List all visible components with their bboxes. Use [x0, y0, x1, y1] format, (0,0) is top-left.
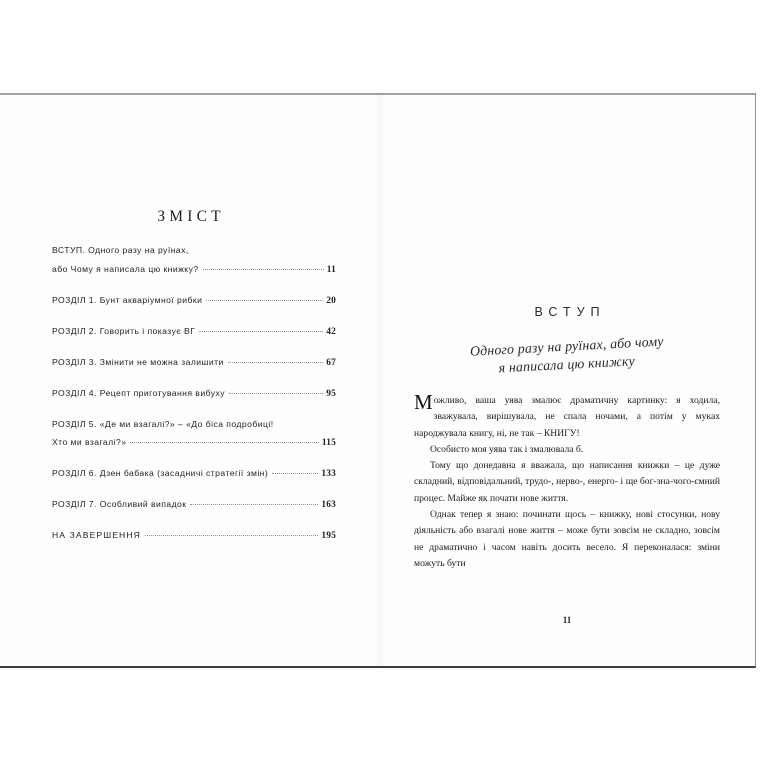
toc-page-number: 95 — [326, 388, 336, 399]
toc-dot-leader — [229, 392, 323, 394]
toc-entry[interactable] — [52, 464, 336, 484]
paragraph: Особисто моя уява так і змалювала б. — [430, 443, 584, 455]
toc-dot-leader — [206, 299, 323, 301]
folio-page-number: 11 — [562, 615, 572, 625]
toc-dot-leader — [130, 441, 318, 443]
right-page-introduction — [378, 95, 756, 666]
toc-entry-label: РОЗДІЛ 2. Говорить і показує ВГ — [52, 325, 196, 336]
toc-page-number: 67 — [326, 357, 336, 368]
toc-dot-leader — [199, 330, 323, 332]
handwritten-script-icon — [437, 333, 697, 377]
book-spread — [0, 93, 756, 668]
left-page-contents — [0, 95, 378, 666]
toc-dot-leader — [145, 534, 318, 536]
toc-page-number: 115 — [321, 438, 336, 448]
table-of-contents — [52, 241, 336, 546]
toc-entry[interactable] — [52, 241, 336, 279]
chapter-script-title — [404, 333, 730, 377]
paragraph-text: ожливо, ваша уява змалює драматичну картинку: я ходила, зважувала, вирішувала, не спала ночами, а потім у муках народжувала книгу, ні, не так – КНИГУ! — [414, 395, 720, 439]
toc-entry-label: РОЗДІЛ 5. «Де ми взагалі?» – «До біса подробиці! — [52, 418, 274, 429]
toc-entry[interactable] — [52, 322, 336, 342]
toc-entry[interactable] — [52, 353, 336, 373]
toc-entry-label: ВСТУП. Одного разу на руїнах, — [52, 245, 189, 255]
toc-page-number: 20 — [326, 295, 336, 306]
chapter-kicker: ВСТУП — [534, 305, 606, 319]
toc-entry[interactable] — [52, 384, 336, 404]
svg-text:я написала цю книжку: я написала цю книжку — [498, 353, 636, 376]
paragraph: Однак тепер я знаю: починати щось – книжку, нові стосунки, нову діяльність або взагалі нове життя – може бути зовсім не складно, зовсім не драматично і часом навіть досить весело. Я переконалася: зміни можуть бути — [414, 509, 720, 569]
toc-dot-leader — [272, 472, 318, 474]
paragraph: Тому що донедавна я вважала, що написання книжки – це дуже складний, відповідальний, трудо-, нерво-, енерго- і ще бог-зна-чого-ємний процес. Майже як почати нове життя. — [414, 460, 720, 504]
paragraph — [414, 390, 720, 442]
svg-text:Одного разу на руїнах, або чом: Одного разу на руїнах, або чому — [469, 333, 664, 359]
toc-entry[interactable] — [52, 415, 336, 453]
toc-entry[interactable] — [52, 526, 336, 546]
toc-dot-leader — [190, 503, 318, 505]
toc-entry-label: РОЗДІЛ 4. Рецепт приготування вибуху — [52, 387, 225, 398]
toc-entry[interactable] — [52, 291, 336, 311]
toc-entry-label: НА ЗАВЕРШЕННЯ — [52, 530, 141, 540]
page-title: ЗМІСТ — [157, 208, 225, 225]
toc-entry-label: РОЗДІЛ 7. Особливий випадок — [52, 499, 187, 509]
toc-dot-leader — [203, 268, 324, 270]
body-copy — [414, 390, 720, 572]
toc-page-number: 163 — [321, 500, 336, 510]
toc-entry-label: РОЗДІЛ 1. Бунт акваріумної рибки — [52, 294, 203, 305]
toc-entry-label: Хто ми взагалі?» — [52, 437, 127, 447]
toc-dot-leader — [228, 361, 323, 363]
toc-page-number: 133 — [321, 469, 336, 479]
drop-cap: М — [414, 390, 433, 414]
toc-page-number: 195 — [321, 531, 336, 541]
toc-entry-label: або Чому я написала цю книжку? — [52, 263, 199, 274]
toc-page-number: 11 — [326, 264, 336, 275]
toc-entry[interactable] — [52, 495, 336, 515]
toc-entry-label: РОЗДІЛ 6. Дзен бабака (засадничі стратегії змін) — [52, 468, 269, 478]
toc-page-number: 42 — [326, 326, 336, 337]
toc-entry-label: РОЗДІЛ 3. Змінити не можна залишити — [52, 356, 224, 367]
